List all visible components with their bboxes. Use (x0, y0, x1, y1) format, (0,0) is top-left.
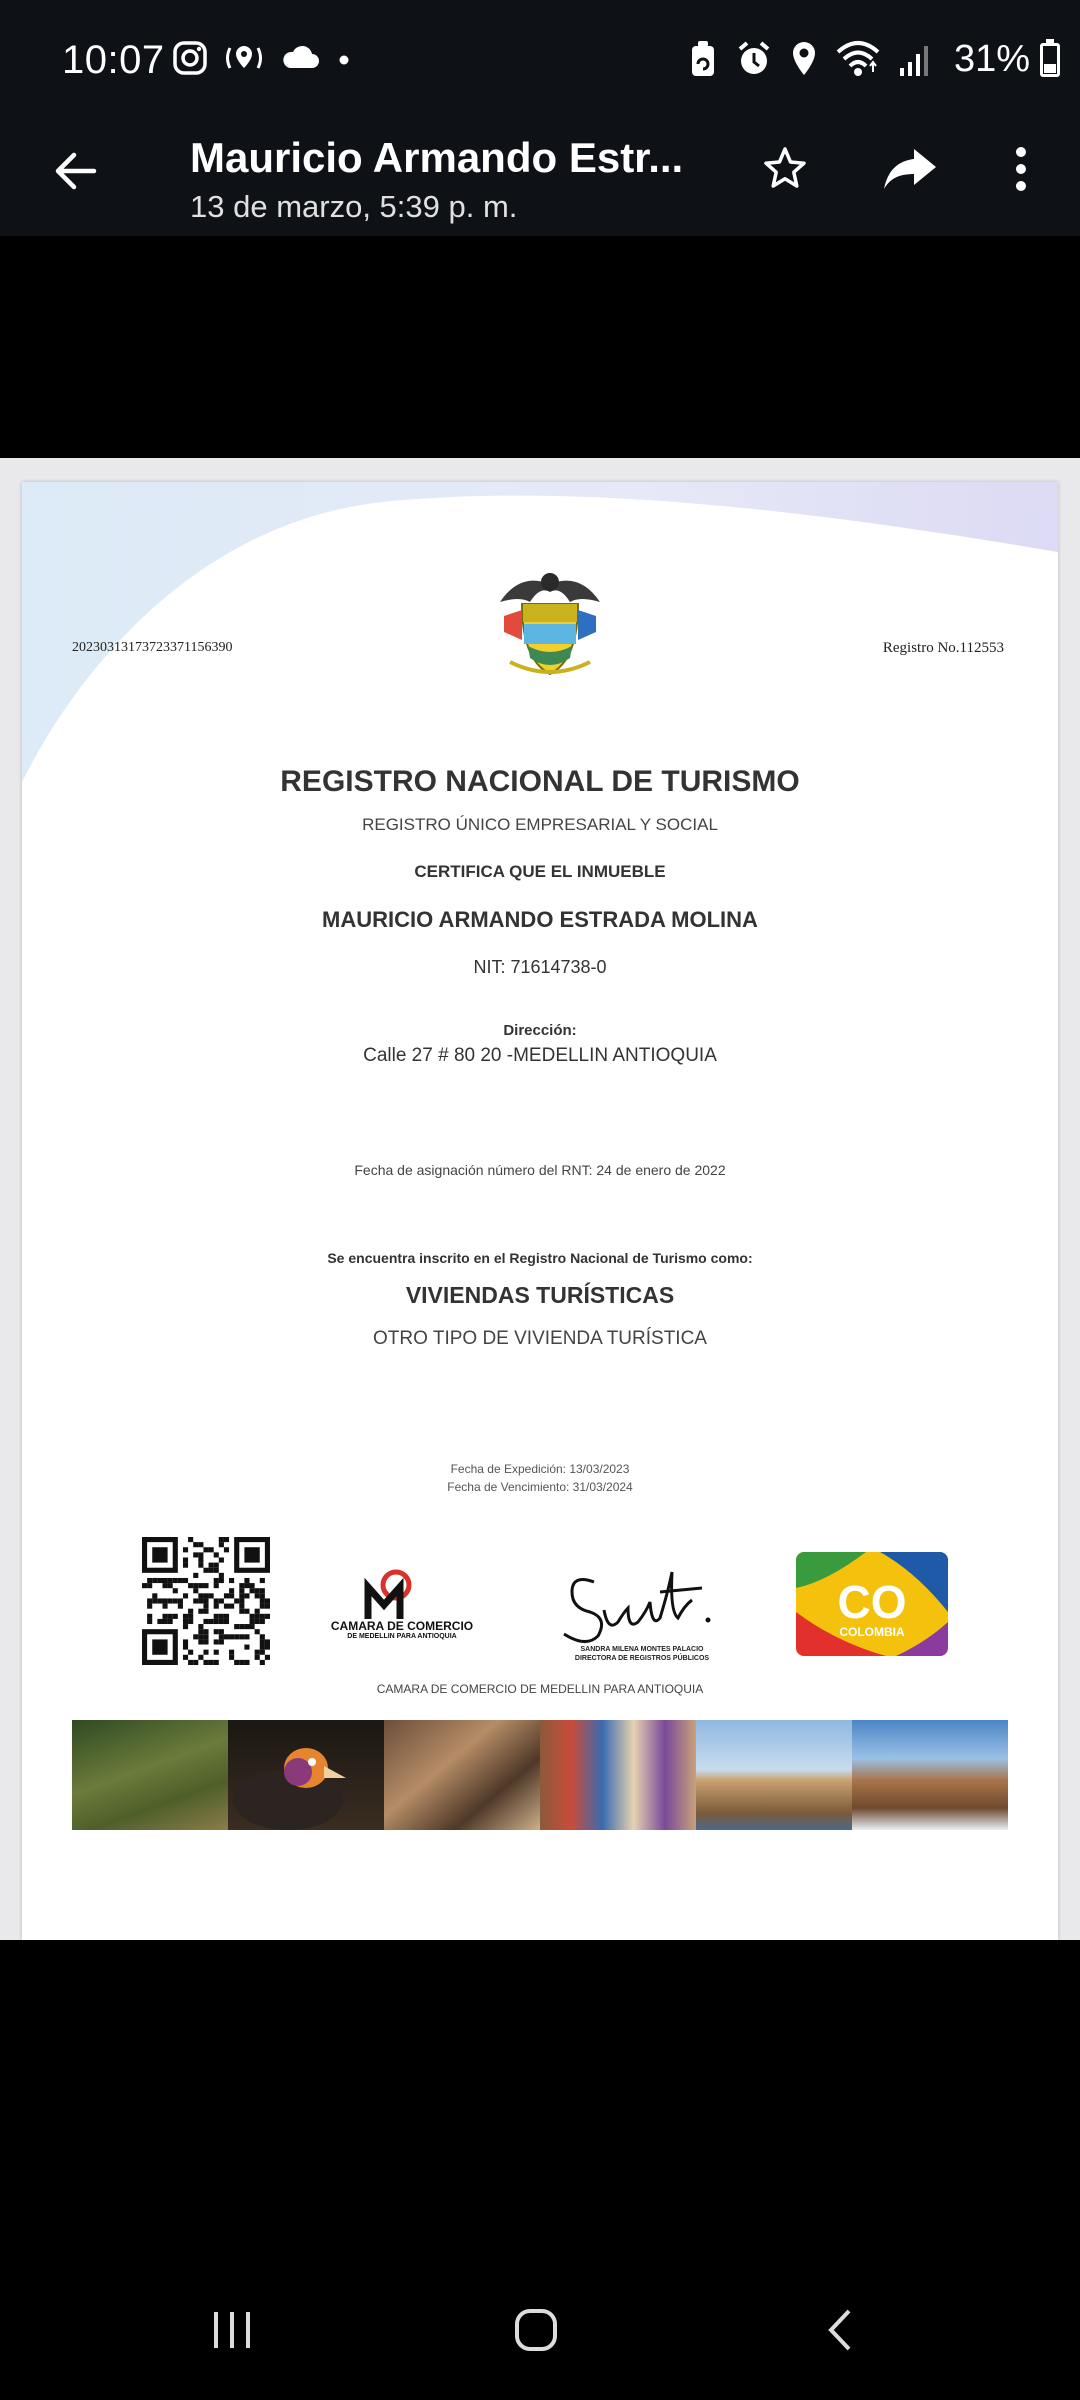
favorite-button[interactable] (750, 134, 820, 204)
camara-comercio-mark-icon (362, 1567, 418, 1623)
nit-number: NIT: 71614738-0 (473, 957, 607, 977)
wifi-icon (836, 40, 880, 78)
document-title: REGISTRO NACIONAL DE TURISMO (280, 765, 800, 798)
coat-of-arms-icon (490, 562, 610, 682)
more-vert-icon (1011, 144, 1031, 194)
photo-strip (72, 1720, 1008, 1830)
share-icon (882, 145, 938, 193)
issue-date: Fecha de Expedición: 13/03/2023 (450, 1462, 630, 1476)
more-options-button[interactable] (986, 134, 1056, 204)
holder-name: MAURICIO ARMANDO ESTRADA MOLINA (322, 907, 758, 932)
signature-icon (542, 1552, 742, 1652)
message-timestamp: 13 de marzo, 5:39 p. m. (190, 189, 518, 224)
camara-footer: CAMARA DE COMERCIO DE MEDELLIN PARA ANTIOQUIA (376, 1682, 704, 1696)
camara-name: CAMARA DE COMERCIO (330, 1619, 474, 1633)
navigation-bar (0, 2260, 1080, 2400)
assignment-date: Fecha de asignación número del RNT: 24 de enero de 2022 (354, 1162, 726, 1178)
qr-code-icon (142, 1537, 270, 1665)
battery-percent: 31% (953, 38, 1030, 80)
dot-icon (334, 40, 354, 76)
signatory-name: SANDRA MILENA MONTES PALACIO (580, 1646, 704, 1653)
back-nav-icon (825, 2307, 855, 2353)
app-bar (0, 120, 1080, 236)
location-icon (790, 40, 818, 78)
photo-forest (72, 1720, 228, 1830)
instagram-icon (172, 40, 208, 76)
status-bar (0, 0, 1080, 120)
home-button[interactable] (476, 2290, 596, 2370)
battery-level (1044, 64, 1056, 73)
co-mark: CO (837, 1576, 907, 1628)
back-arrow-icon (52, 148, 98, 194)
co-colombia: COLOMBIA (839, 1625, 905, 1639)
signatory-title: DIRECTORA DE REGISTROS PÚBLICOS (574, 1655, 710, 1662)
subcategory: OTRO TIPO DE VIVIENDA TURÍSTICA (373, 1328, 707, 1349)
category: VIVIENDAS TURÍSTICAS (405, 1282, 675, 1308)
camara-comercio-logo (302, 1567, 502, 1659)
document-id: 20230313173723371156390 (72, 640, 233, 655)
notification-icons (172, 40, 354, 76)
page-title: Mauricio Armando Estr... (190, 134, 684, 181)
colombia-co-logo (796, 1552, 948, 1656)
image-viewer[interactable] (0, 236, 1080, 1940)
back-button[interactable] (40, 136, 110, 206)
system-icons (688, 40, 930, 78)
photo-mountain (852, 1720, 1008, 1830)
star-icon (761, 145, 809, 193)
status-time: 10:07 (62, 38, 165, 82)
registered-as-label: Se encuentra inscrito en el Registro Nacional de Turismo como: (327, 1250, 753, 1266)
recents-icon (210, 2310, 254, 2350)
colombia-logo-icon (796, 1552, 948, 1656)
photo-city (696, 1720, 852, 1830)
cloud-icon (280, 40, 320, 76)
conversation-header[interactable] (190, 120, 720, 228)
signatory (532, 1645, 752, 1663)
address-label: Dirección: (503, 1022, 577, 1039)
home-icon (513, 2307, 559, 2353)
photo-condor (228, 1720, 384, 1830)
address-value: Calle 27 # 80 20 -MEDELLIN ANTIOQUIA (363, 1045, 717, 1066)
document-subtitle: REGISTRO ÚNICO EMPRESARIAL Y SOCIAL (362, 815, 718, 834)
expiry-date: Fecha de Vencimiento: 31/03/2024 (447, 1480, 633, 1494)
battery-icon (1040, 43, 1060, 77)
photo-street (540, 1720, 696, 1830)
signal-icon (898, 40, 930, 78)
alarm-icon (736, 40, 772, 78)
battery-saver-icon (688, 40, 718, 78)
back-nav-button[interactable] (780, 2290, 900, 2370)
share-button[interactable] (875, 134, 945, 204)
condor-icon (228, 1720, 384, 1830)
document-image[interactable] (0, 458, 1080, 1940)
registration-number: Registro No.112553 (882, 640, 1004, 656)
certificate-document (22, 482, 1058, 1940)
certifies-label: CERTIFICA QUE EL INMUEBLE (414, 862, 666, 881)
camara-subname: DE MEDELLIN PARA ANTIOQUIA (347, 1633, 457, 1640)
photo-market (384, 1720, 540, 1830)
location-sharing-icon (222, 40, 266, 76)
recents-button[interactable] (172, 2290, 292, 2370)
